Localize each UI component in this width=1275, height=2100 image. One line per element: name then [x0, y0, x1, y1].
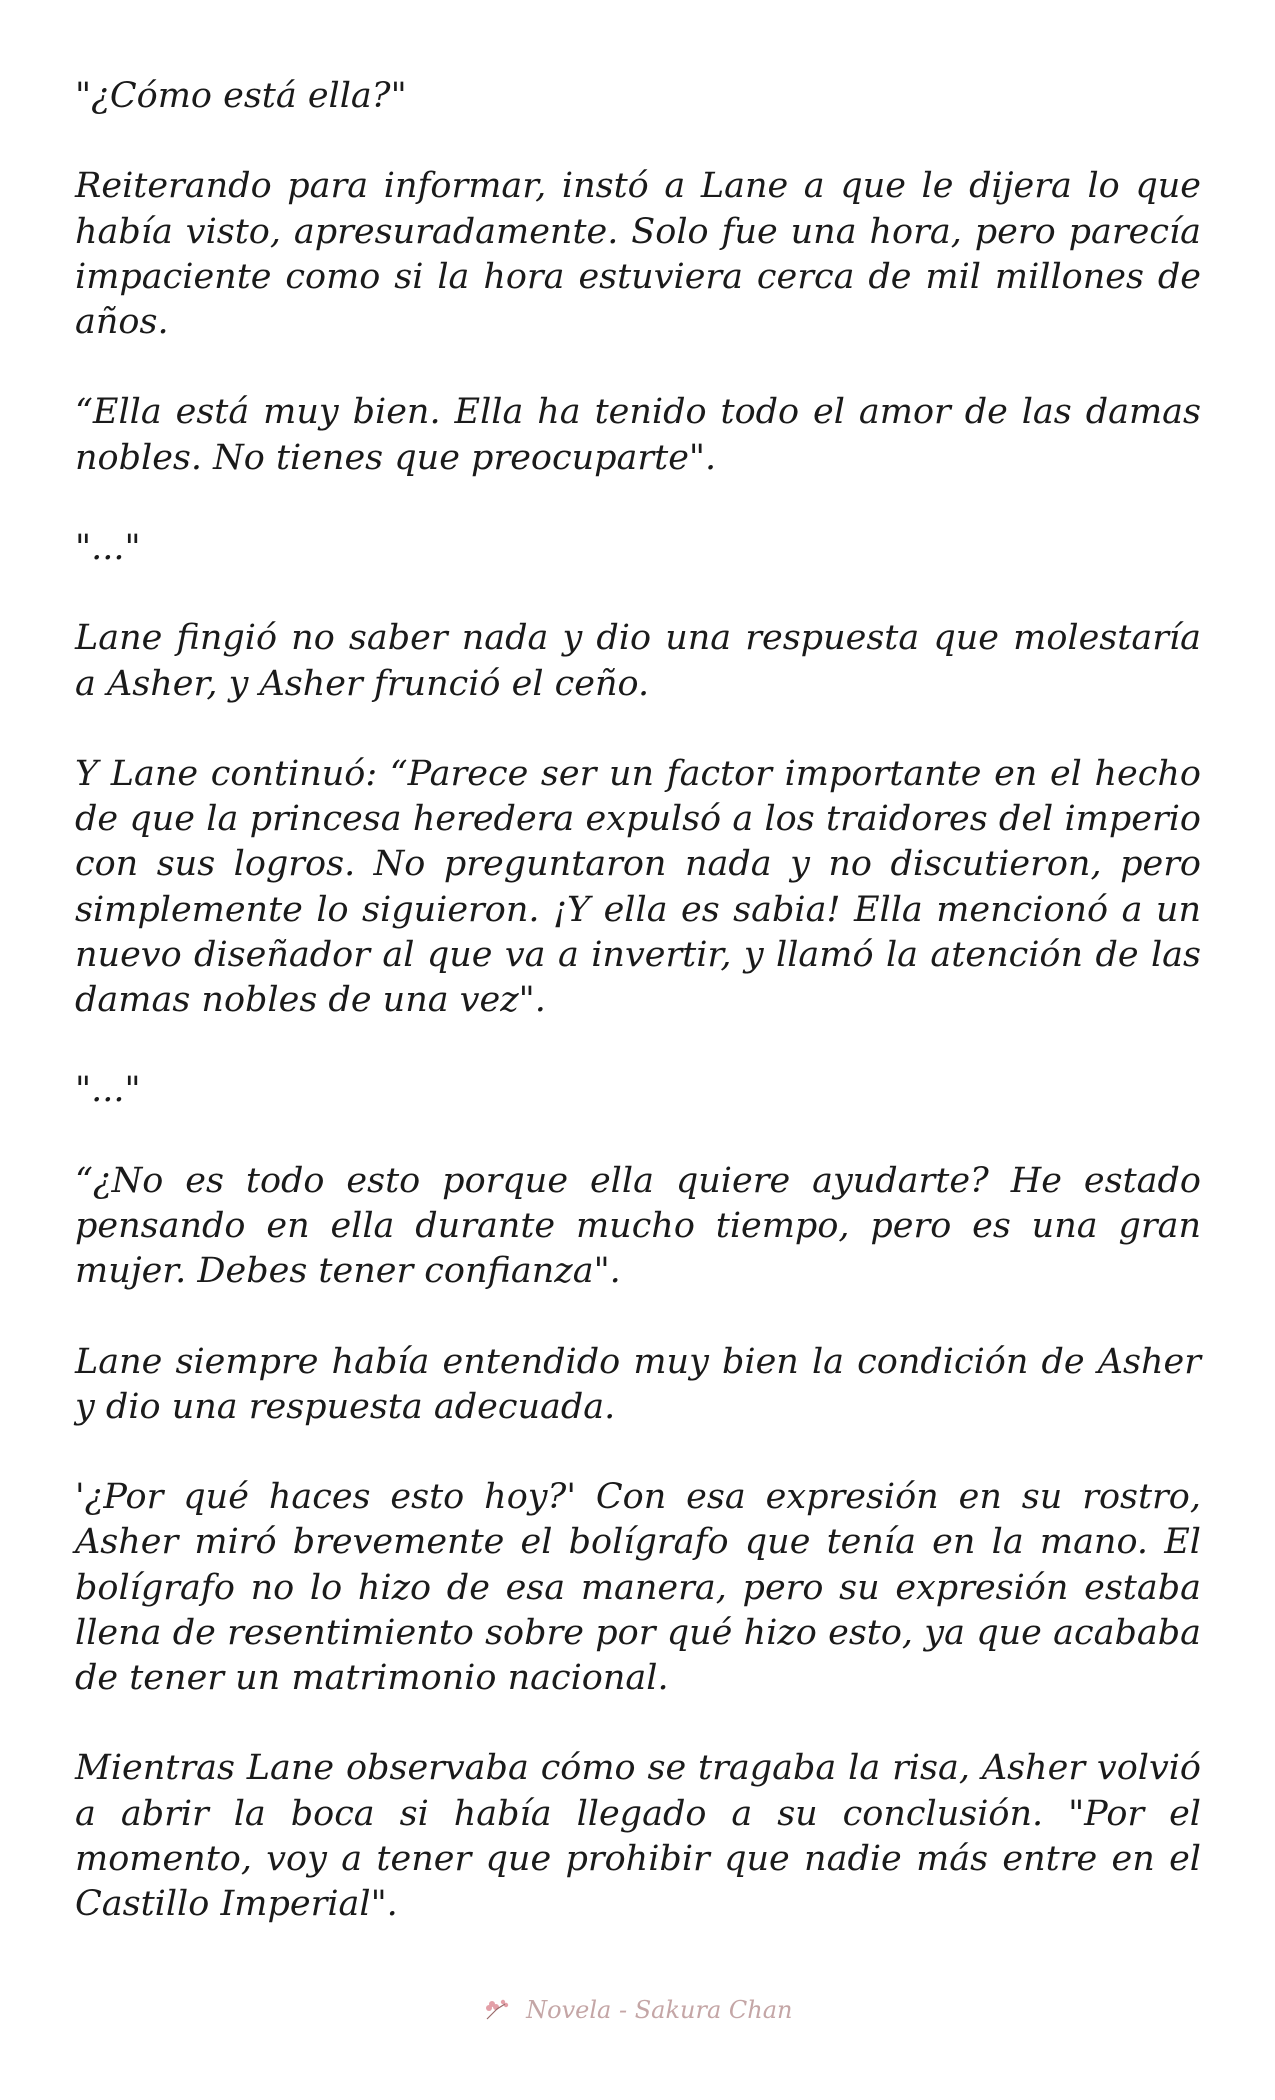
- watermark: [0, 1996, 1275, 2027]
- document-body: [75, 74, 1201, 1927]
- paragraph-5: Lane fingió no saber nada y dio una respuesta que molestaría a Asher, y Asher frunció el ceño.: [75, 618, 1201, 704]
- watermark-text: Novela - Sakura Chan: [526, 1996, 793, 2024]
- paragraph-4: "...": [75, 527, 141, 568]
- paragraph-8: “¿No es todo esto porque ella quiere ayudarte? He estado pensando en ella durante mucho tiempo, pero es una gran mujer. Debes tener confianza".: [75, 1160, 1201, 1292]
- paragraph-3: “Ella está muy bien. Ella ha tenido todo el amor de las damas nobles. No tienes que preocuparte".: [75, 392, 1201, 478]
- paragraph-2: Reiterando para informar, instó a Lane a que le dijera lo que había visto, apresuradamente. Solo fue una hora, pero parecía impaciente como si la hora estuviera cerca de mil millones de años.: [75, 166, 1201, 342]
- paragraph-9: Lane siempre había entendido muy bien la condición de Asher y dio una respuesta adecuada.: [75, 1341, 1201, 1427]
- paragraph-6: Y Lane continuó: “Parece ser un factor importante en el hecho de que la princesa heredera expulsó a los traidores del imperio con sus logros. No preguntaron nada y no discutieron, pero simplemente lo siguieron. ¡Y ella es sabia! Ella mencionó a un nuevo diseñador al que va a invertir, y llamó la atención de las damas nobles de una vez".: [75, 753, 1201, 1020]
- paragraph-10: '¿Por qué haces esto hoy?' Con esa expresión en su rostro, Asher miró brevemente el bolígrafo que tenía en la mano. El bolígrafo no lo hizo de esa manera, pero su expresión estaba llena de resentimiento sobre por qué hizo esto, ya que acababa de tener un matrimonio nacional.: [75, 1477, 1201, 1698]
- paragraph-11: Mientras Lane observaba cómo se tragaba la risa, Asher volvió a abrir la boca si había llegado a su conclusión. "Por el momento, voy a tener que prohibir que nadie más entre en el Castillo Imperial".: [75, 1748, 1201, 1924]
- cherry-blossom-icon: [483, 1997, 513, 2027]
- paragraph-1: "¿Cómo está ella?": [75, 76, 407, 116]
- paragraph-7: "...": [75, 1070, 141, 1111]
